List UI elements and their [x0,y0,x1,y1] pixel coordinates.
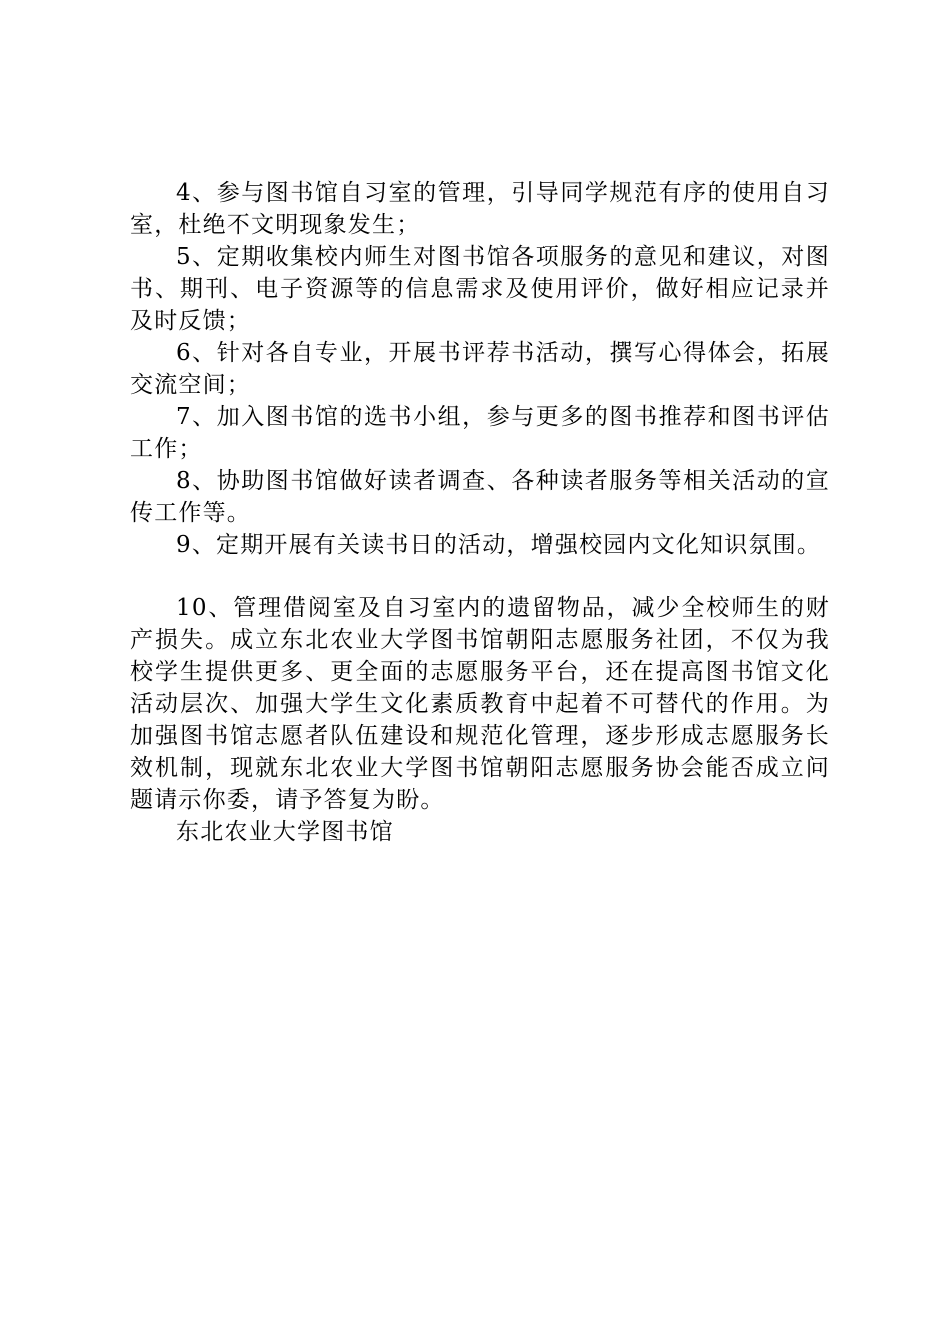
paragraph-item-10: 10、管理借阅室及自习室内的遗留物品，减少全校师生的财产损失。成立东北农业大学图书馆朝阳志愿服务社团，不仅为我校学生提供更多、更全面的志愿服务平台，还在提高图书馆文化活动层次、加强大学生文化素质教育中起着不可替代的作用。为加强图书馆志愿者队伍建设和规范化管理，逐步形成志愿服务长效机制，现就东北农业大学图书馆朝阳志愿服务协会能否成立问题请示你委，请予答复为盼。 [130,595,830,813]
paragraph-item-8: 8、协助图书馆做好读者调查、各种读者服务等相关活动的宣传工作等。 [130,468,830,526]
paragraph-item-5: 5、定期收集校内师生对图书馆各项服务的意见和建议，对图书、期刊、电子资源等的信息需求及使用评价，做好相应记录并及时反馈； [130,244,830,334]
signature-line: 东北农业大学图书馆 [176,819,394,845]
paragraph-spacer [130,561,830,592]
paragraph-item-9: 9、定期开展有关读书日的活动，增强校园内文化知识氛围。 [176,532,822,558]
document-body [130,177,830,848]
paragraph-item-6: 6、针对各自专业，开展书评荐书活动，撰写心得体会，拓展交流空间； [130,340,830,398]
paragraph-item-4: 4、参与图书馆自习室的管理，引导同学规范有序的使用自习室，杜绝不文明现象发生； [130,180,830,238]
paragraph-item-7: 7、加入图书馆的选书小组，参与更多的图书推荐和图书评估工作； [130,404,830,462]
